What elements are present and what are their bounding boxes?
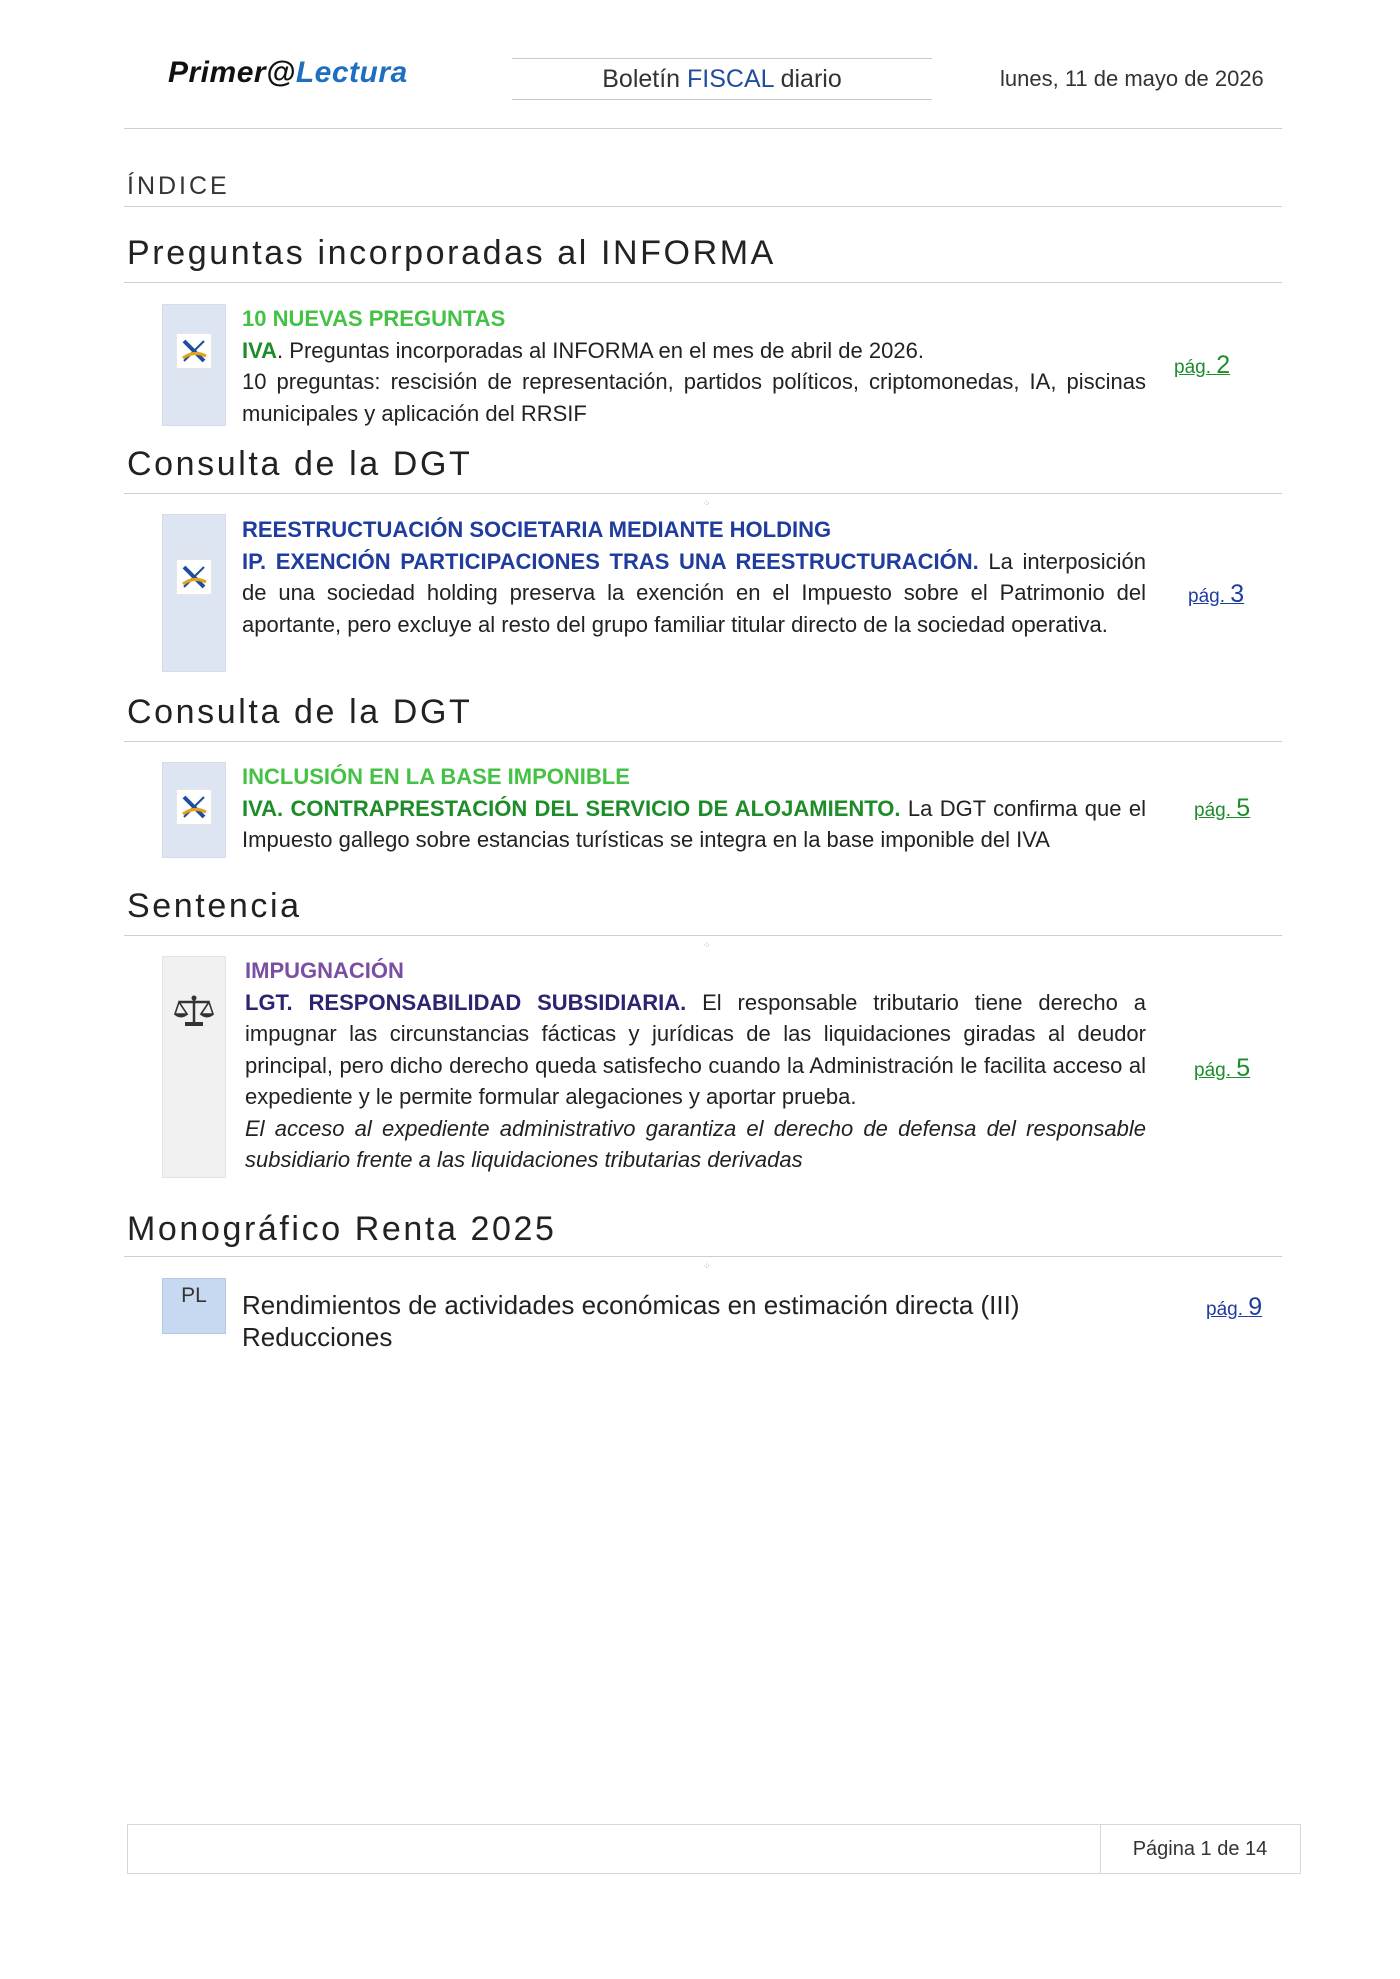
anchor-mark: ⁘ xyxy=(703,1261,711,1271)
index-entry xyxy=(242,303,1146,429)
section-title: Consulta de la DGT xyxy=(127,693,473,731)
page-link-prefix: pág. xyxy=(1206,1299,1249,1320)
page-link-number: 3 xyxy=(1230,580,1245,608)
anchor-mark: ⁘ xyxy=(703,940,711,950)
page-link[interactable] xyxy=(1174,351,1230,380)
entry-lead: IP. EXENCIÓN PARTICIPACIONES TRAS UNA REESTRUCTURACIÓN. xyxy=(242,548,979,574)
bulletin-title xyxy=(512,58,932,100)
entry-thumbnail xyxy=(162,762,226,858)
page-link-number: 2 xyxy=(1216,351,1231,379)
pl-badge: PL xyxy=(162,1278,226,1334)
section-title: Sentencia xyxy=(127,887,302,925)
section-divider xyxy=(124,935,1282,936)
aeat-logo-icon xyxy=(176,333,212,369)
page-link-prefix: pág. xyxy=(1188,586,1231,607)
section-title: Preguntas incorporadas al INFORMA xyxy=(127,234,776,272)
page-link-prefix: pág. xyxy=(1174,357,1217,378)
page-link[interactable] xyxy=(1194,794,1250,823)
bulletin-prefix: Boletín xyxy=(602,65,688,93)
entry-thumbnail xyxy=(162,956,226,1178)
bulletin-suffix: diario xyxy=(773,65,842,93)
section-divider xyxy=(124,1256,1282,1257)
index-entry xyxy=(242,514,1146,640)
index-heading: ÍNDICE xyxy=(127,172,230,200)
entry-kicker: INCLUSIÓN EN LA BASE IMPONIBLE xyxy=(242,764,630,789)
aeat-logo-icon xyxy=(176,559,212,595)
page-counter: Página 1 de 14 xyxy=(1132,1838,1268,1860)
bulletin-highlight: FISCAL xyxy=(687,65,774,93)
page-link-prefix: pág. xyxy=(1194,800,1237,821)
brand-logo xyxy=(168,56,408,90)
header-divider xyxy=(124,128,1282,129)
page-link-number: 5 xyxy=(1236,1054,1251,1082)
entry-thumbnail xyxy=(162,514,226,672)
entry-thumbnail xyxy=(162,304,226,426)
section-divider xyxy=(124,493,1282,494)
entry-kicker: 10 NUEVAS PREGUNTAS xyxy=(242,306,506,331)
section-title: Consulta de la DGT xyxy=(127,445,473,483)
page-link-number: 5 xyxy=(1236,794,1251,822)
entry-body: El responsable tributario tiene derecho a impugnar las circunstancias fácticas y jurídicas de las liquidaciones giradas al deudor principal, pero dicho derecho queda satisfecho cuando la Administración le facilita acceso al expediente y le permite formular alegaciones y aportar prueba. xyxy=(245,989,1146,1109)
index-entry xyxy=(245,955,1146,1176)
logo-part-2: Lectura xyxy=(295,56,408,89)
entry-kicker: IMPUGNACIÓN xyxy=(245,958,404,983)
page-link[interactable] xyxy=(1194,1054,1250,1083)
entry-lead: IVA. CONTRAPRESTACIÓN DEL SERVICIO DE ALOJAMIENTO. xyxy=(242,795,901,821)
index-divider xyxy=(124,206,1282,207)
index-entry-text: Rendimientos de actividades económicas en estimación directa (III) Reducciones xyxy=(242,1290,1020,1352)
page-link-number: 9 xyxy=(1248,1293,1263,1321)
page-link[interactable] xyxy=(1188,580,1244,609)
entry-lead: IVA xyxy=(242,337,278,363)
aeat-logo-icon xyxy=(176,789,212,825)
index-entry xyxy=(242,761,1146,856)
entry-body: . Preguntas incorporadas al INFORMA en el mes de abril de 2026. xyxy=(277,337,924,363)
entry-body: La interposición de una sociedad holding preserva la exención en el Impuesto sobre el Patrimonio del aportante, pero excluye al resto del grupo familiar titular directo de la sociedad operativa. xyxy=(242,548,1146,637)
entry-kicker: REESTRUCTUACIÓN SOCIETARIA MEDIANTE HOLDING xyxy=(242,517,832,542)
bulletin-date: lunes, 11 de mayo de 2026 xyxy=(1000,66,1264,91)
section-divider xyxy=(124,741,1282,742)
logo-part-1: Primer@ xyxy=(168,56,296,89)
section-title: Monográfico Renta 2025 xyxy=(127,1210,557,1248)
page-link-prefix: pág. xyxy=(1194,1060,1237,1081)
anchor-mark: ⁘ xyxy=(703,498,711,508)
entry-body-secondary: 10 preguntas: rescisión de representación, partidos políticos, criptomonedas, IA, piscinas municipales y aplicación del RRSIF xyxy=(242,369,1146,426)
scale-icon xyxy=(174,993,214,1029)
entry-lead: LGT. RESPONSABILIDAD SUBSIDIARIA. xyxy=(245,989,687,1015)
page-link[interactable] xyxy=(1206,1293,1262,1322)
section-divider xyxy=(124,282,1282,283)
entry-body: La DGT confirma que el Impuesto gallego sobre estancias turísticas se integra en la base imponible del IVA xyxy=(242,795,1146,852)
entry-body-italic: El acceso al expediente administrativo garantiza el derecho de defensa del responsable subsidiario frente a las liquidaciones tributarias derivadas xyxy=(245,1115,1146,1172)
